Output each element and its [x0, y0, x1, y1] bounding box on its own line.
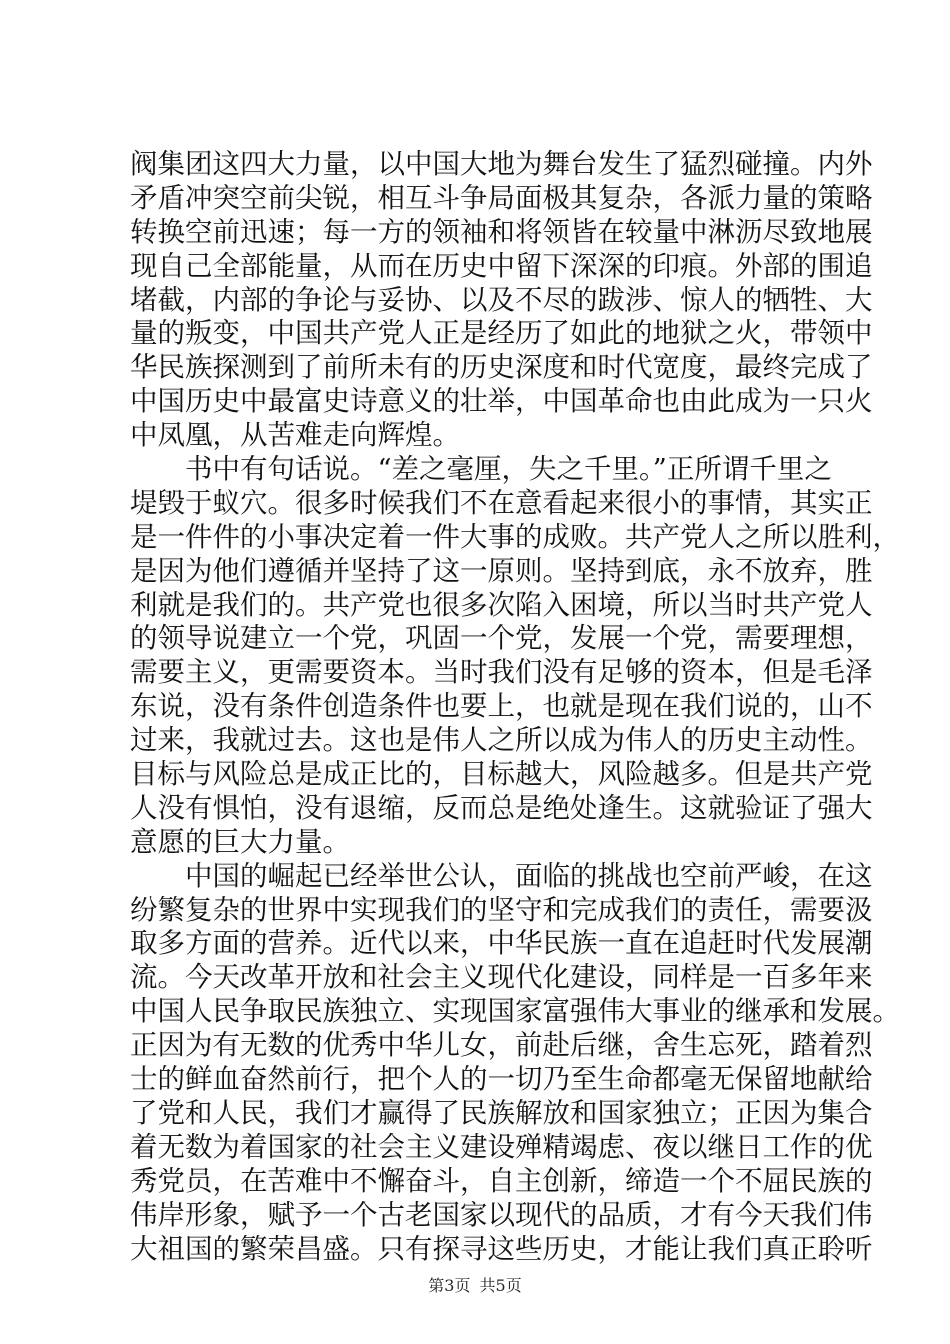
text-line: 过来，我就过去。这也是伟人之所以成为伟人的历史主动性。: [130, 724, 873, 757]
text-line: 了党和人民，我们才赢得了民族解放和国家独立；正因为集合: [130, 1096, 873, 1129]
text-line: 华民族探测到了前所未有的历史深度和时代宽度，最终完成了: [130, 351, 873, 384]
text-line: 量的叛变，中国共产党人正是经历了如此的地狱之火，带领中: [130, 317, 873, 350]
paragraph-start-line: 书中有句话说。“差之毫厘，失之千里。”正所谓千里之: [185, 453, 832, 486]
text-line: 人没有惧怕，没有退缩，反而总是绝处逢生。这就验证了强大: [130, 791, 873, 824]
page-footer: [0, 1273, 950, 1296]
text-line: 转换空前迅速；每一方的领袖和将领皆在较量中淋沥尽致地展: [130, 215, 873, 248]
text-line: 着无数为着国家的社会主义建设殚精竭虑、夜以继日工作的优: [130, 1130, 873, 1163]
text-line: 的领导说建立一个党，巩固一个党，发展一个党，需要理想，: [130, 622, 873, 655]
text-line: 取多方面的营养。近代以来，中华民族一直在追赶时代发展潮: [130, 927, 873, 960]
text-line: 堵截，内部的争论与妥协、以及不尽的跋涉、惊人的牺牲、大: [130, 283, 873, 316]
text-line: 中国人民争取民族独立、实现国家富强伟大事业的继承和发展。: [130, 995, 900, 1028]
text-line: 中国历史中最富史诗意义的壮举，中国革命也由此成为一只火: [130, 385, 873, 418]
text-line: 堤毁于蚁穴。很多时候我们不在意看起来很小的事情，其实正: [130, 486, 873, 519]
text-line: 大祖国的繁荣昌盛。只有探寻这些历史，才能让我们真正聆听: [130, 1232, 873, 1265]
text-line: 阀集团这四大力量，以中国大地为舞台发生了猛烈碰撞。内外: [130, 148, 873, 180]
text-line: 利就是我们的。共产党也很多次陷入困境，所以当时共产党人: [130, 588, 873, 621]
text-line: 需要主义，更需要资本。当时我们没有足够的资本，但是毛泽: [130, 656, 873, 689]
text-line: 中凤凰，从苦难走向辉煌。: [130, 419, 460, 452]
text-line: 秀党员，在苦难中不懈奋斗，自主创新，缔造一个不屈民族的: [130, 1164, 873, 1197]
text-line: 伟岸形象，赋予一个古老国家以现代的品质，才有今天我们伟: [130, 1198, 873, 1231]
text-line: 意愿的巨大力量。: [130, 825, 350, 858]
text-line: 流。今天改革开放和社会主义现代化建设，同样是一百多年来: [130, 961, 873, 994]
text-line: 是因为他们遵循并坚持了这一原则。坚持到底，永不放弃，胜: [130, 554, 873, 587]
text-line: 正因为有无数的优秀中华儿女，前赴后继，舍生忘死，踏着烈: [130, 1029, 873, 1062]
text-line: 纷繁复杂的世界中实现我们的坚守和完成我们的责任，需要汲: [130, 893, 873, 926]
total-pages: 共5页: [479, 1276, 522, 1295]
text-line: 矛盾冲突空前尖锐，相互斗争局面极其复杂，各派力量的策略: [130, 181, 873, 214]
paragraph-start-line: 中国的崛起已经举世公认，面临的挑战也空前严峻，在这: [185, 859, 873, 892]
text-line: 士的鲜血奋然前行，把个人的一切乃至生命都毫无保留地献给: [130, 1063, 873, 1096]
text-line: 东说，没有条件创造条件也要上，也就是现在我们说的，山不: [130, 690, 873, 723]
text-line: 是一件件的小事决定着一件大事的成败。共产党人之所以胜利，: [130, 520, 900, 553]
text-line: 现自己全部能量，从而在历史中留下深深的印痕。外部的围追: [130, 249, 873, 282]
page-number: 第3页: [428, 1276, 471, 1295]
text-line: 目标与风险总是成正比的，目标越大，风险越多。但是共产党: [130, 758, 873, 791]
body-text: [130, 148, 900, 1266]
